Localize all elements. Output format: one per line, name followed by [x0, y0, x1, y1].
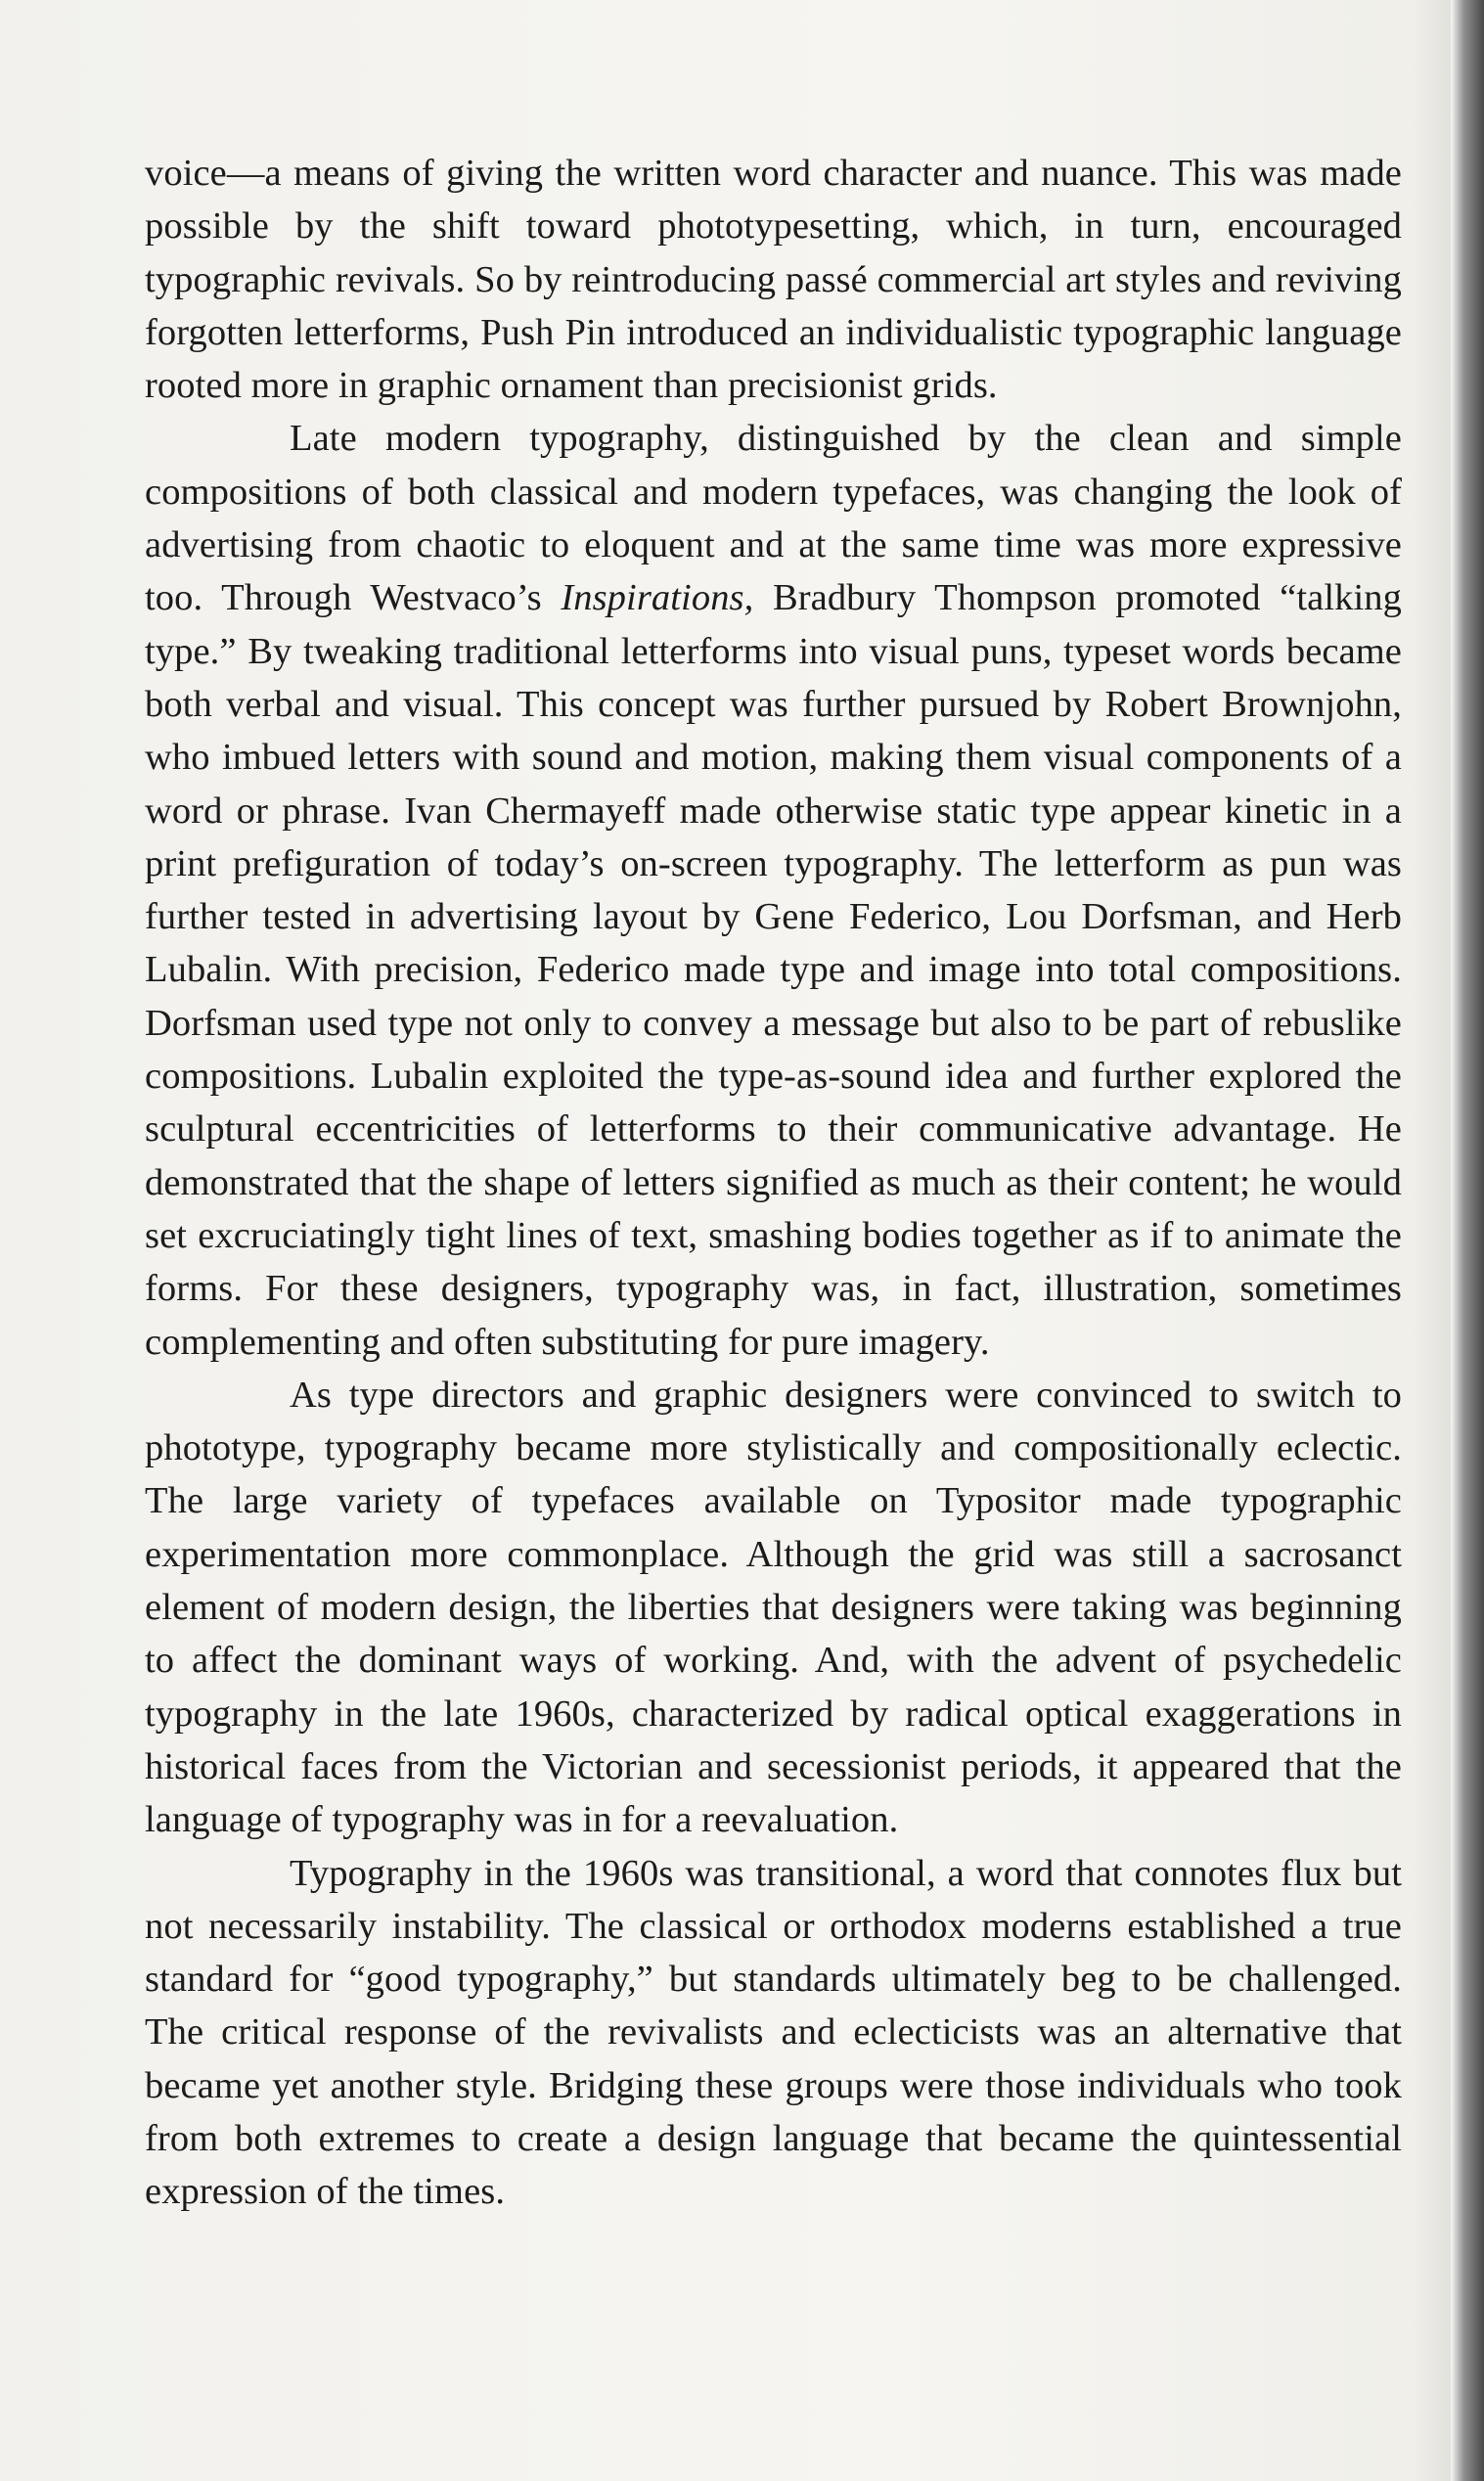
- paragraph-4: Typography in the 1960s was transitional, a word that connotes flux but not necessarily instability. The classical or orthodox moderns established a true standard for “good typography,” but standards ultimately beg to be challenged. The critical response of the revivalists and eclecticists was an alternative that became yet another style. Bridging these groups were those individuals who took from both extremes to create a design language that became the quintessential expression of the times.: [145, 1852, 1402, 2213]
- spine-shadow: [1412, 0, 1451, 2481]
- page-edge: [1451, 0, 1484, 2481]
- body-text: [145, 147, 1402, 2219]
- paragraph-2: [145, 412, 1402, 1368]
- publication-title: Inspirations,: [561, 577, 754, 619]
- paragraph-1: voice—a means of giving the written word character and nuance. This was made possible by the shift toward phototypesetting, which, in turn, encouraged typographic revivals. So by reintroducing passé commercial art styles and reviving forgotten letterforms, Push Pin introduced an individualistic typographic language rooted more in graphic ornament than precisionist grids.: [145, 153, 1402, 407]
- paragraph-2-lead: Late modern typography, distinguished by the clean and simple compositions of both classical and modern typefaces, was changing the look of advertising from chaotic to eloquent and at the same time was more expressive too. Through Westvaco’s: [145, 418, 1402, 619]
- paragraph-2-rest: Bradbury Thompson promoted “talking type.” By tweaking traditional letterforms into visual puns, typeset words became both verbal and visual. This concept was further pursued by Robert Brownjohn, who imbued letters with sound and motion, making them visual components of a word or phrase. Ivan Chermayeff made otherwise static type appear kinetic in a print prefiguration of today’s on-screen typography. The letterform as pun was further tested in advertising layout by Gene Federico, Lou Dorfsman, and Herb Lubalin. With precision, Federico made type and image into total compositions. Dorfsman used type not only to convey a message but also to be part of rebuslike compositions. Lubalin exploited the type-as-sound idea and further explored the sculptural eccentricities of letterforms to their communicative advantage. He demonstrated that the shape of letters signified as much as their content; he would set excruciatingly tight lines of text, smashing bodies together as if to animate the forms. For these designers, typography was, in fact, illustration, sometimes complementing and often substituting for pure imagery.: [145, 577, 1402, 1363]
- paragraph-3: As type directors and graphic designers were convinced to switch to phototype, typography became more stylistically and compositionally eclectic. The large variety of typefaces available on Typositor made typographic experimentation more commonplace. Although the grid was still a sacrosanct element of modern design, the liberties that designers were taking was beginning to affect the dominant ways of working. And, with the advent of psychedelic typography in the late 1960s, characterized by radical optical exaggerations in historical faces from the Victorian and secessionist periods, it appeared that the language of typography was in for a reevaluation.: [145, 1374, 1402, 1841]
